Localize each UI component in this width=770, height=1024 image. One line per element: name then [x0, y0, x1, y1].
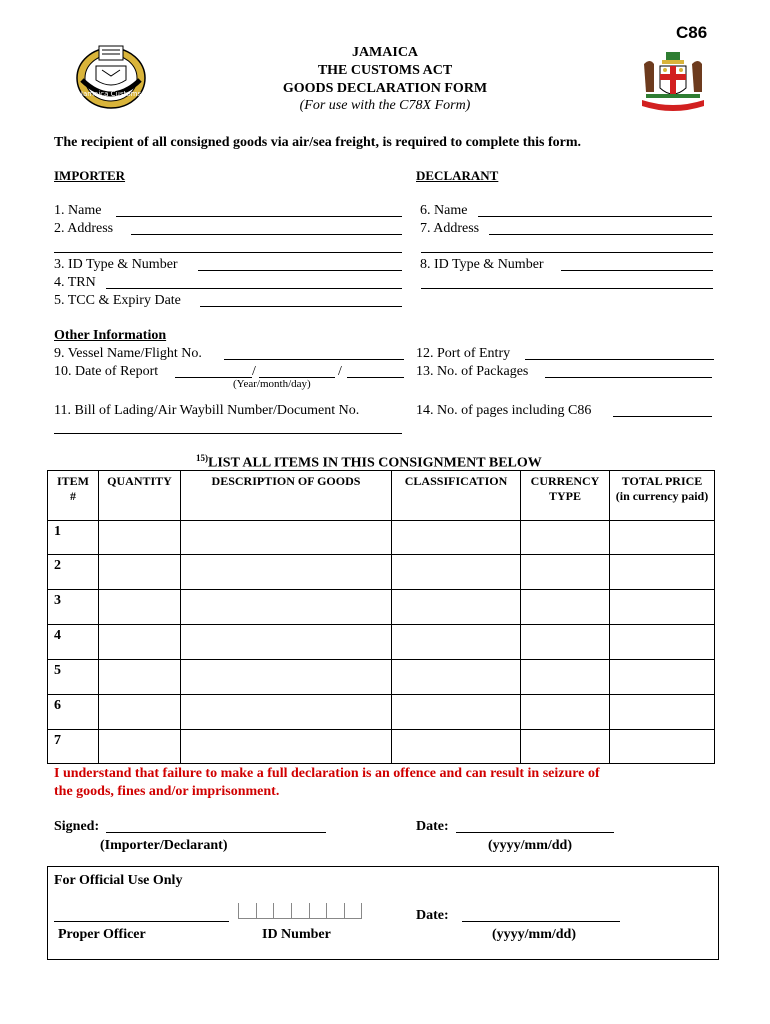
importer-address-field[interactable] [131, 234, 402, 235]
declarant-id-label: 8. ID Type & Number [420, 257, 544, 272]
importer-id-label: 3. ID Type & Number [54, 257, 178, 272]
classification-cell[interactable] [392, 695, 521, 730]
signed-label: Signed: [54, 819, 100, 834]
classification-cell[interactable] [392, 625, 521, 660]
declarant-heading: DECLARANT [416, 168, 499, 183]
price-cell[interactable] [610, 695, 715, 730]
row-number: 7 [48, 730, 99, 764]
col-classification: CLASSIFICATION [392, 471, 521, 521]
declarant-name-field[interactable] [478, 216, 712, 217]
currency-cell[interactable] [521, 730, 610, 764]
importer-trn-field[interactable] [106, 288, 402, 289]
pages-field[interactable] [613, 416, 712, 417]
row-number: 5 [48, 660, 99, 695]
id-number-caption: ID Number [262, 927, 331, 942]
port-entry-field[interactable] [525, 359, 714, 360]
form-subtitle: (For use with the C78X Form) [299, 98, 471, 113]
currency-cell[interactable] [521, 590, 610, 625]
date-slash-2: / [338, 364, 342, 379]
crest-text: Jamaica Customs [80, 90, 142, 98]
description-cell[interactable] [181, 521, 392, 555]
title-line-act: THE CUSTOMS ACT [317, 63, 453, 78]
price-cell[interactable] [610, 555, 715, 590]
signed-caption: (Importer/Declarant) [100, 838, 228, 853]
report-day-field[interactable] [347, 377, 404, 378]
customs-crest-logo [72, 40, 150, 110]
price-cell[interactable] [610, 521, 715, 555]
official-date-label: Date: [416, 908, 449, 923]
currency-cell[interactable] [521, 660, 610, 695]
currency-cell[interactable] [521, 555, 610, 590]
table-row [48, 660, 715, 695]
form-title [235, 44, 535, 98]
items-heading [196, 453, 542, 472]
date-slash-1: / [252, 364, 256, 379]
declaration-line-2: the goods, fines and/or imprisonment. [54, 784, 280, 799]
row-number: 6 [48, 695, 99, 730]
importer-tcc-field[interactable] [200, 306, 402, 307]
items-table [47, 470, 715, 764]
importer-heading: IMPORTER [54, 168, 126, 183]
table-row [48, 590, 715, 625]
date-format-hint: (Year/month/day) [233, 378, 311, 390]
packages-label: 13. No. of Packages [416, 364, 529, 379]
currency-cell[interactable] [521, 521, 610, 555]
price-cell[interactable] [610, 730, 715, 764]
date-report-label: 10. Date of Report [54, 364, 159, 379]
items-heading-text: LIST ALL ITEMS IN THIS CONSIGNMENT BELOW [208, 455, 542, 471]
items-header-row [48, 471, 715, 521]
classification-cell[interactable] [392, 660, 521, 695]
table-row [48, 521, 715, 555]
row-number: 4 [48, 625, 99, 660]
col-item: ITEM # [48, 471, 99, 521]
table-row [48, 730, 715, 764]
quantity-cell[interactable] [99, 555, 181, 590]
importer-name-field[interactable] [116, 216, 402, 217]
price-cell[interactable] [610, 625, 715, 660]
description-cell[interactable] [181, 695, 392, 730]
form-code: C86 [676, 23, 708, 42]
quantity-cell[interactable] [99, 521, 181, 555]
table-row [48, 625, 715, 660]
col-currency: CURRENCY TYPE [521, 471, 610, 521]
importer-tcc-label: 5. TCC & Expiry Date [54, 293, 181, 308]
port-entry-label: 12. Port of Entry [416, 346, 511, 361]
description-cell[interactable] [181, 730, 392, 764]
quantity-cell[interactable] [99, 625, 181, 660]
price-cell[interactable] [610, 590, 715, 625]
proper-officer-caption: Proper Officer [58, 927, 146, 942]
date-label: Date: [416, 819, 449, 834]
declaration-line-1: I understand that failure to make a full declaration is an offence and can result in seizure of [54, 766, 600, 781]
col-total-price: TOTAL PRICE (in currency paid) [610, 471, 715, 521]
pages-label: 14. No. of pages including C86 [416, 403, 592, 418]
packages-field[interactable] [545, 377, 712, 378]
quantity-cell[interactable] [99, 660, 181, 695]
bill-of-lading-label: 11. Bill of Lading/Air Waybill Number/Document No. [54, 403, 360, 418]
importer-id-field[interactable] [198, 270, 402, 271]
declarant-address-label: 7. Address [420, 221, 480, 236]
coat-of-arms-logo [636, 50, 710, 116]
importer-address-field-2[interactable] [54, 252, 402, 253]
row-number: 1 [48, 521, 99, 555]
title-line-jamaica: JAMAICA [351, 45, 419, 60]
importer-name-label: 1. Name [54, 203, 102, 218]
signature-date-field[interactable] [456, 832, 614, 833]
description-cell[interactable] [181, 660, 392, 695]
bill-of-lading-field[interactable] [54, 433, 402, 434]
row-number: 2 [48, 555, 99, 590]
classification-cell[interactable] [392, 555, 521, 590]
official-date-field[interactable] [462, 921, 620, 922]
quantity-cell[interactable] [99, 730, 181, 764]
title-line-form: GOODS DECLARATION FORM [282, 81, 488, 96]
official-use-heading: For Official Use Only [54, 873, 183, 888]
signature-field[interactable] [106, 832, 326, 833]
table-row [48, 695, 715, 730]
row-number: 3 [48, 590, 99, 625]
quantity-cell[interactable] [99, 695, 181, 730]
vessel-label: 9. Vessel Name/Flight No. [54, 346, 202, 361]
classification-cell[interactable] [392, 521, 521, 555]
table-row [48, 555, 715, 590]
date-caption: (yyyy/mm/dd) [488, 838, 572, 853]
col-quantity: QUANTITY [99, 471, 181, 521]
proper-officer-field[interactable] [54, 921, 229, 922]
classification-cell[interactable] [392, 730, 521, 764]
price-cell[interactable] [610, 660, 715, 695]
importer-address-label: 2. Address [54, 221, 114, 236]
declarant-id-field[interactable] [561, 270, 713, 271]
importer-trn-label: 4. TRN [54, 275, 96, 290]
declarant-address-field[interactable] [489, 234, 713, 235]
vessel-field[interactable] [224, 359, 404, 360]
declarant-id-field-2[interactable] [421, 288, 713, 289]
description-cell[interactable] [181, 625, 392, 660]
official-date-caption: (yyyy/mm/dd) [492, 927, 576, 942]
items-heading-number: 15) [196, 453, 208, 463]
declarant-name-label: 6. Name [420, 203, 468, 218]
instruction-text: The recipient of all consigned goods via air/sea freight, is required to complete this form. [54, 135, 582, 150]
currency-cell[interactable] [521, 625, 610, 660]
quantity-cell[interactable] [99, 590, 181, 625]
currency-cell[interactable] [521, 695, 610, 730]
description-cell[interactable] [181, 555, 392, 590]
description-cell[interactable] [181, 590, 392, 625]
declarant-address-field-2[interactable] [421, 252, 713, 253]
classification-cell[interactable] [392, 590, 521, 625]
other-info-heading: Other Information [54, 328, 167, 343]
col-description: DESCRIPTION OF GOODS [181, 471, 392, 521]
